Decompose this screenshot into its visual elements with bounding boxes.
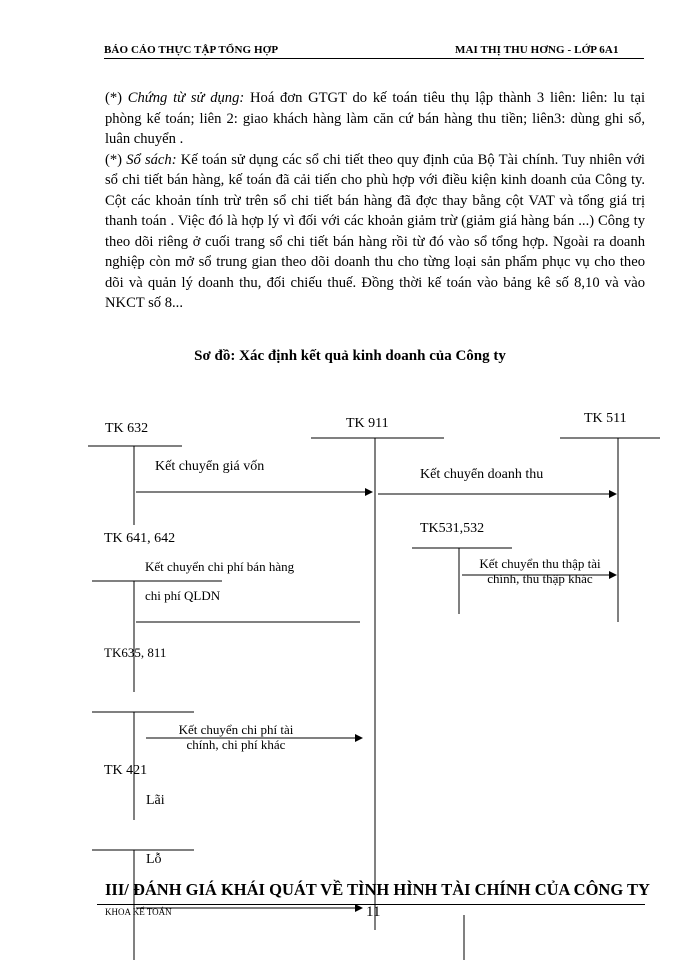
label-lai: Lãi xyxy=(146,793,165,808)
footer-left: KHOA KẾ TOÁN xyxy=(105,907,172,917)
label-lo: Lỗ xyxy=(146,852,162,867)
account-tk641: TK 641, 642 xyxy=(104,531,176,546)
page-number: 11 xyxy=(366,904,381,920)
p2-term: Sổ sách: xyxy=(126,151,177,168)
header-right: MAI THỊ THU HƠNG - LỚP 6A1 xyxy=(455,44,619,56)
section-heading: III/ ĐÁNH GIÁ KHÁI QUÁT VỀ TÌNH HÌNH TÀI CHÍNH CỦA CÔNG TY xyxy=(105,880,650,899)
account-tk421: TK 421 xyxy=(104,763,148,778)
p2-text: Kế toán sử dụng các sổ chi tiết theo quy định của Bộ Tài chính. Tuy nhiên với sổ chi tiết bán hàng, kế toán đã cải tiến cho phù hợp với điều kiện kinh doanh của Công ty. Cột các khoản tính trừ trên sổ chi tiết bán hàng đã đợc thay bằng cột VAT và tổng giá trị thanh toán . Việc đó là hợp lý vì đối với các khoản giảm trừ (giảm giá hàng bán ...) Công ty theo dõi riêng ở cuối trang sổ chi tiết bán hàng rồi từ đó vào sổ tổng hợp. Ngoài ra doanh nghiệp còn mở sổ trung gian theo dõi doanh thu cho từng loại sản phẩm phục vụ cho theo dõi và quản lý doanh thu, đối chiếu thuế. Đồng thời kế toán vào bảng kê số 8,10 và vào NKCT số 8... xyxy=(105,151,645,311)
label-cp-qldn: chi phí QLDN xyxy=(145,588,221,603)
p1-label: (*) xyxy=(105,90,128,106)
label-cp-ban-hang: Kết chuyển chi phí bán hàng xyxy=(145,559,295,574)
p1-term: Chứng từ sử dụng: xyxy=(127,90,245,106)
label-doanh-thu: Kết chuyển doanh thu xyxy=(420,467,544,482)
account-tk911: TK 911 xyxy=(346,416,389,431)
label-cp-tc: Kết chuyển chi phí tài chính, chi phí khác xyxy=(178,722,294,752)
label-thu-tc: Kết chuyển thu thập tài chính, thu thập khác xyxy=(479,556,601,586)
account-tk531: TK531,532 xyxy=(420,521,485,536)
p1-text: Hoá đơn GTGT do kế toán tiêu thụ lập thành 3 liên: liên: lu tại phòng kế toán; liên 2: giao khách hàng làm căn cứ bán hàng thu tiền; liên3: dùng ghi sổ, luân chuyển . xyxy=(105,90,645,147)
diagram-title: Sơ đồ: Xác định kết quả kinh doanh của Công ty xyxy=(194,348,506,364)
account-tk635: TK635, 811 xyxy=(104,645,167,660)
account-tk511: TK 511 xyxy=(584,411,627,426)
account-tk632: TK 632 xyxy=(105,421,149,436)
label-gia-von: Kết chuyển giá vốn xyxy=(155,459,265,474)
p2-label: (*) xyxy=(105,151,127,168)
header-left: BÁO CÁO THỰC TẬP TỔNG HỢP xyxy=(104,44,279,56)
